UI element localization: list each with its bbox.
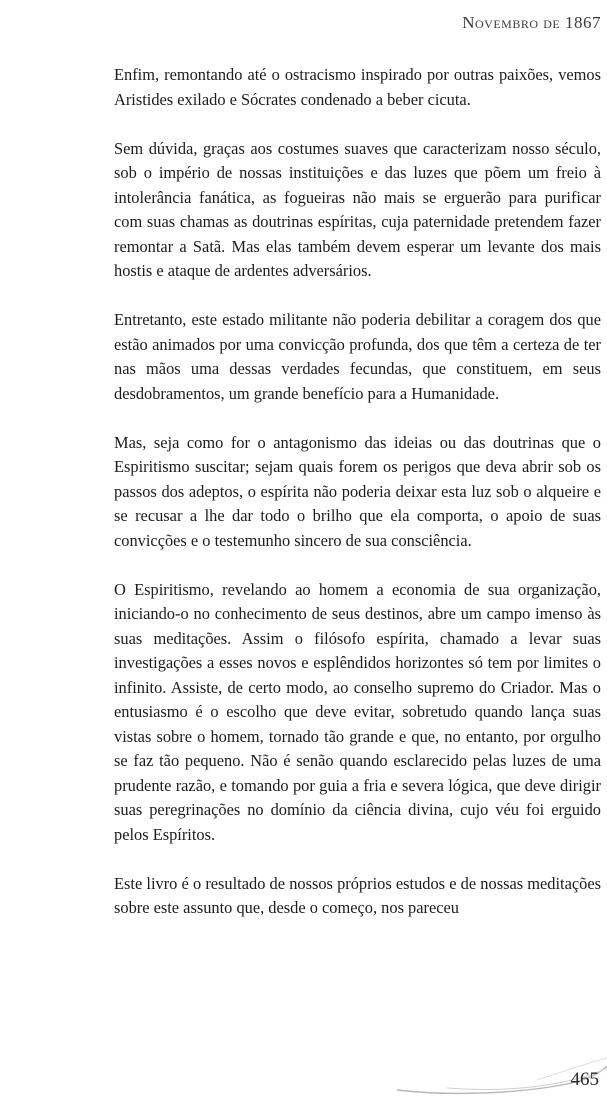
page-number: 465 — [570, 1069, 599, 1090]
paragraph-6: Este livro é o resultado de nossos próprios estudos e de nossas meditações sobre este assunto que, desde o começo, nos pareceu — [114, 873, 601, 917]
paragraph-4: Mas, seja como for o antagonismo das ideias ou das doutrinas que o Espiritismo suscitar; sejam quais forem os perigos que deva abrir sob os passos dos adeptos, o espírita não poderia deixar esta luz sob o alqueire e se recusar a lhe dar todo o brilho que ela comporta, o apoio de suas convicções e o testemunho sincero de sua consciência. — [114, 432, 601, 550]
paragraph-2: Sem dúvida, graças aos costumes suaves que caracterizam nosso século, sob o império de nossas instituições e das luzes que põem um freio à intolerância fanática, as fogueiras não mais se erguerão para purificar com suas chamas as doutrinas espíritas, cuja paternidade pretendem fazer remontar a Satã. Mas elas também devem esperar um levante dos mais hostis e ataque de ardentes adversários. — [114, 138, 601, 280]
paragraph-3: Entretanto, este estado militante não poderia debilitar a coragem dos que estão animados por uma convicção profunda, dos que têm a certeza de ter nas mãos uma dessas verdades fecundas, que constituem, em seus desdobramentos, um grande benefício para a Humanidade. — [114, 310, 601, 403]
running-header: Novembro de 1867 — [462, 13, 601, 32]
paragraph-5: O Espiritismo, revelando ao homem a economia de sua organização, iniciando-o no conhecimento de seus destinos, abre um campo imenso às suas meditações. Assim o filósofo espírita, chamado a levar suas investigações a esses novos e esplêndidos horizontes só tem por limites o infinito. Assiste, de certo modo, ao conselho supremo do Criador. Mas o entusiasmo é o escolho que deve evitar, sobretudo quando lança suas vistas sobre o homem, tornado tão grande e que, no entanto, por orgulho se faz tão pequeno. Não é senão quando esclarecido pelas luzes de uma prudente razão, e tomando por guia a fria e severa lógica, que deve dirigir suas peregrinações no domínio da ciência divina, cujo véu foi erguido pelos Espíritos. — [114, 579, 601, 844]
paragraph-1: Enfim, remontando até o ostracismo inspirado por outras paixões, vemos Aristides exilado e Sócrates condenado a beber cicuta. — [114, 65, 601, 109]
body-text — [114, 63, 601, 945]
